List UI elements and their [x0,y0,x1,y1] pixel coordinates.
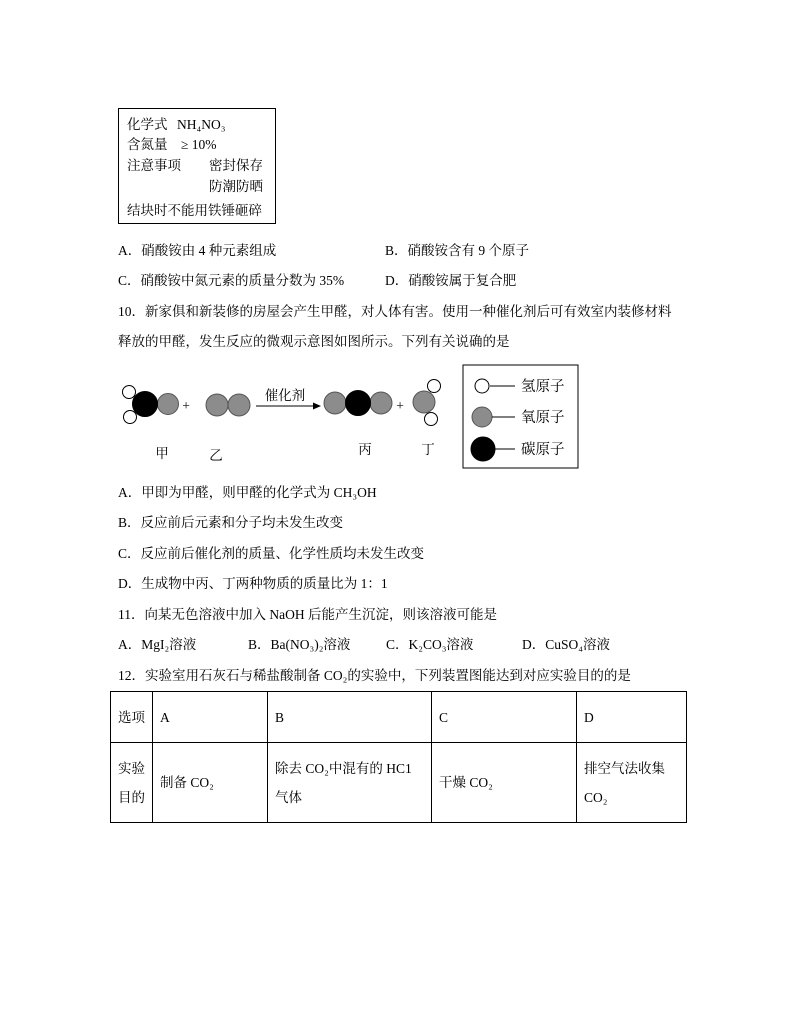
q10-stem-line: 释放的甲醛，发生反应的微观示意图如图所示。下列有关说确的是 [118,334,510,349]
table-header-cell: D [577,692,687,743]
molecule-ding [413,380,441,426]
q10-option-b: B．反应前后元素和分子均未发生改变 [118,515,344,530]
legend-label: 氧原子 [521,410,565,426]
table-header-cell: C [432,692,577,743]
hydrogen-atom [123,386,136,399]
q10-option-a: A．甲即为甲醛，则甲醛的化学式为 CH₃OH [118,485,377,500]
q11-option-b: B．Ba(NO₃)₂溶液 [248,637,351,652]
cell-line: 实验 [118,760,145,776]
cell-line: 除去 CO₂中混有的 HC1 [275,760,412,776]
q9-option-d: D．硝酸铵属于复合肥 [385,273,517,288]
formula-value: NH₄NO₃ [177,117,226,132]
q9-option-c: C．硝酸铵中氮元素的质量分数为 35% [118,273,345,288]
cell-line: 目的 [118,789,145,805]
table-header-cell: A [153,692,268,743]
legend-carbon-swatch [471,437,495,461]
notes-label: 注意事项 [127,158,181,173]
q10-option-d: D．生成物中丙、丁两种物质的质量比为 1：1 [118,576,388,591]
q11-option-c: C．K₂CO₃溶液 [386,637,474,652]
legend-hydrogen-swatch [475,379,489,393]
table-cell [577,743,687,823]
note-item: 密封保存 [209,158,263,173]
oxygen-atom [158,394,179,415]
cell-line: 气体 [275,789,302,805]
carbon-atom [346,391,371,416]
q10-option-c: C．反应前后催化剂的质量、化学性质均未发生改变 [118,546,425,561]
table-header-row [111,692,687,743]
table-row [111,743,687,823]
molecule-jia [123,386,179,424]
table-cell [268,743,432,823]
cell-line: 排空气法收集 [584,760,665,776]
cell-line: CO₂ [584,789,608,805]
q11-stem: 11．向某无色溶液中加入 NaOH 后能产生沉淀，则该溶液可能是 [118,607,497,622]
reaction-arrow-head [313,403,321,410]
experiment-table [110,691,687,823]
oxygen-atom [370,392,392,414]
cell-line: 制备 CO₂ [160,775,214,790]
legend-oxygen-swatch [472,407,492,427]
plus-sign: + [182,398,190,413]
cell-line: 干燥 CO₂ [439,775,493,790]
legend-label: 氢原子 [521,379,565,395]
molecule-label: 丁 [421,442,435,457]
table-cell [432,743,577,823]
table-header-cell: B [268,692,432,743]
molecule-label: 丙 [358,442,372,457]
catalyst-label: 催化剂 [264,388,306,403]
plus-sign: + [396,398,404,413]
formula-label: 化学式 [127,117,168,132]
table-header-cell: 选项 [111,692,153,743]
note-item: 防潮防晒 [209,179,263,194]
q11-option-d: D．CuSO₄溶液 [522,637,610,652]
molecule-label: 甲 [155,446,169,461]
oxygen-atom [324,392,346,414]
nitrogen-content-value: ≥ 10% [181,137,217,152]
oxygen-atom [206,394,228,416]
reaction-diagram [110,360,590,475]
atom-legend [463,365,578,468]
hydrogen-atom [124,411,137,424]
q12-stem: 12．实验室用石灰石与稀盐酸制备 CO₂的实验中，下列装置图能达到对应实验目的的是 [118,668,631,683]
carbon-atom [133,392,158,417]
legend-label: 碳原子 [521,442,565,458]
q9-option-a: A．硝酸铵由 4 种元素组成 [118,243,277,258]
q9-option-b: B．硝酸铵含有 9 个原子 [385,243,530,258]
molecule-bing [324,391,392,416]
molecule-yi [206,394,250,416]
nitrogen-content-label: 含氮量 [127,137,168,152]
hydrogen-atom [428,380,441,393]
oxygen-atom [228,394,250,416]
molecule-label: 乙 [209,448,223,463]
oxygen-atom [413,391,435,413]
q11-option-a: A．MgI₂溶液 [118,637,197,652]
fertilizer-label-card [118,108,276,224]
q10-stem-line: 10．新家俱和新装修的房屋会产生甲醛，对人体有害。使用一种催化剂后可有效室内装修材料 [118,304,672,319]
row-label-cell [111,743,153,823]
hydrogen-atom [425,413,438,426]
warning-text: 结块时不能用铁锤砸碎 [127,203,262,218]
table-cell [153,743,268,823]
